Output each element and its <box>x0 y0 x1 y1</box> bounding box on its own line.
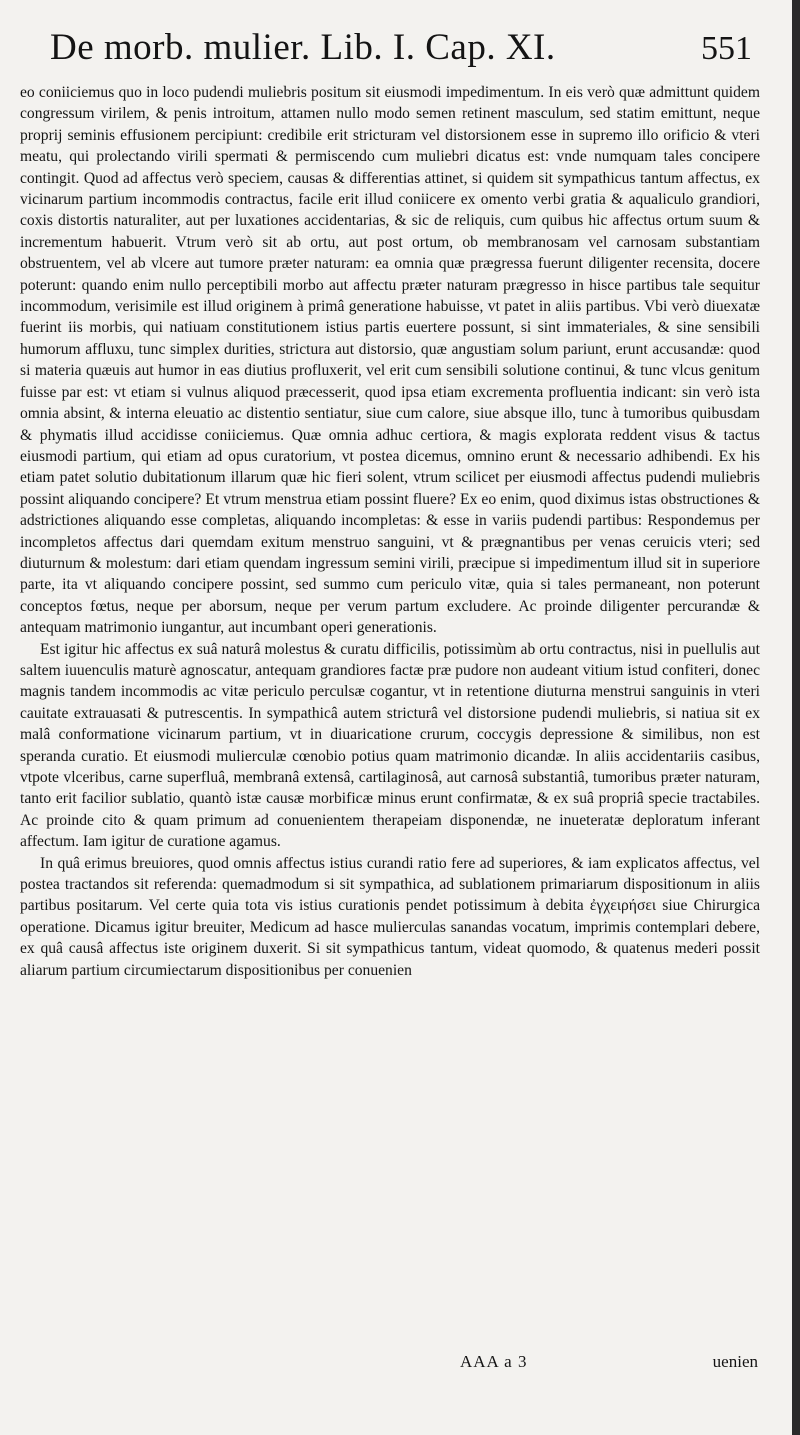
signature-mark: AAA a 3 <box>460 1352 528 1371</box>
page-header <box>20 26 760 82</box>
paragraph-1: eo coniiciemus quo in loco pudendi muliebris positum sit eiusmodi impedimentum. In eis verò quæ admittunt quidem congressum virilem, & penis introitum, attamen nullo modo semen retinent masculum, sed statim emittunt, neque proprij seminis effusionem percipiunt: credibile erit stricturam vel distorsionem esse in supremo illo orificio & vteri meatu, qui prolectando virili spermati & permiscendo cum muliebri dicatus est: vnde numquam tales concipere contingit. Quod ad affectus verò speciem, causas & differentias attinet, si quidem sit sympathicus tantum affectus, ex vicinarum partium incommodis contractus, facile erit illud coniicere ex omento verbi gratia & aqualiculo grandiori, coxis distortis naturaliter, aut per luxationes accidentarias, & sic de reliquis, cum quibus hic affectus ortum suum & incrementum habuerit. Vtrum verò sit ab ortu, aut post ortum, ob membranosam vel carnosam substantiam obstruentem, vel ab vlcere aut tumore præter naturam: ea omnia quæ prægressa fuerunt diligenter recensita, docere poterunt: quando enim nullo perceptibili morbo aut affectu præter naturam prægresso in hisce partibus tale sequitur incommodum, verisimile est illud originem à primâ generatione habuisse, vt patet in aliis partibus. Vbi verò diuexatæ fuerint iis morbis, qui natiuam constitutionem istius partis euertere possunt, si sint immateriales, & sine sensibili humorum affluxu, tunc simplex durities, strictura aut distorsio, quæ angustiam solum pariunt, erunt accusandæ: quod si materia quæuis aut humor in eas diutius profluxerit, vel erit cum sensibili solutione continui, & tunc vlcus genitum fuisse par est: vt etiam si vulnus aliquod præcesserit, quod ipsa etiam excrementa profluentia indicant: sin verò ista omnia absint, & interna eleuatio ac distentio sentiatur, siue cum calore, siue absque illo, tunc à tumoribus quibusdam & phymatis illud accidisse coniiciemus. Quæ omnia adhuc certiora, & magis explorata reddent visus & tactus eiusmodi partium, qui etiam ad opus curatorium, vt postea dicemus, omnino erunt & necessario adhibendi. Ex his etiam patet solutio dubitationum illarum quæ hic fieri solent, vtrum scilicet per eiusmodi affectus pudendi muliebris possint aliquando concipere? Et vtrum menstrua etiam possint fluere? Ex eo enim, quod diximus istas obstructiones & adstrictiones aliquando esse completas, aliquando incompletas: & esse in variis pudendi partibus: Respondemus per incompletos affectus dari quemdam exitum menstruo sanguini, vt & prægnantibus per venas ceruicis vteri; sed diuturnum & molestum: dari etiam quendam ingressum semini virili, præcipue si impedimentum illud sit in superiore parte, ita vt aliquando concipere possint, sed summo cum periculo vitæ, quia si tales permaneant, non poterunt conceptos fœtus, neque per aborsum, neque per verum partum excludere. Ac proinde diligenter percurandæ & antequam matrimonio iungantur, aut incumbant operi generationis. <box>20 84 760 637</box>
catchword: uenien <box>712 1352 758 1371</box>
page-gutter-shadow <box>792 0 800 1435</box>
page-number: 551 <box>701 30 752 67</box>
paragraph-3: In quâ erimus breuiores, quod omnis affectus istius curandi ratio fere ad superiores, & iam explicatos affectus, vel postea tractandos sit referenda: quemadmodum si sit sympathica, ad sublationem primariarum dispositionum in aliis partibus positarum. Vel certe quia tota vis istius curationis pendet potissimum à debita ἐγχειρήσει siue Chirurgica operatione. Dicamus igitur breuiter, Medicum ad hasce mulierculas sanandas vocatum, imprimis contemplari debere, ex quâ causâ affectus iste originem duxerit. Si sit sympathicus tantum, videat quomodo, & quatenus mederi possit aliarum partium circumiectarum dispositionibus per conuenien <box>20 854 760 979</box>
paragraph-2: Est igitur hic affectus ex suâ naturâ molestus & curatu difficilis, potissimùm ab ortu contractus, nisi in puellulis aut saltem iuuenculis maturè agnoscatur, antequam grandiores factæ præ pudore non audeant vitium istud confiteri, donec magnis tandem incommodis ac vitæ periculo perculsæ cogantur, vt in retentione diuturna menstrui sanguinis in vteri cauitate extrauasati & putrescentis. In sympathicâ autem stricturâ vel distorsione pudendi muliebris, si natiua sit ex malâ conformatione vicinarum partium, vt in diuaricatione crurum, coccygis depressione & similibus, non est speranda curatio. Et eiusmodi mulierculæ cœnobio potius quam matrimonio dicandæ. In aliis accidentariis casibus, vtpote vlceribus, carne superfluâ, membranâ extensâ, cartilaginosâ, aut carnosâ substantiâ, tumoribus præter naturam, tanto erit facilior sublatio, quantò istæ causæ morbificæ minus erunt confirmatæ, & ex suâ propriâ specie tractabiles. Ac proinde cito & quam primum ad conuenientem therapeiam disponendæ, ne inueteratæ deploratum inferant affectum. Iam igitur de curatione agamus. <box>20 640 760 851</box>
running-title: De morb. mulier. Lib. I. Cap. XI. <box>50 27 556 68</box>
page-footer <box>20 1352 760 1372</box>
body-text <box>20 82 760 981</box>
